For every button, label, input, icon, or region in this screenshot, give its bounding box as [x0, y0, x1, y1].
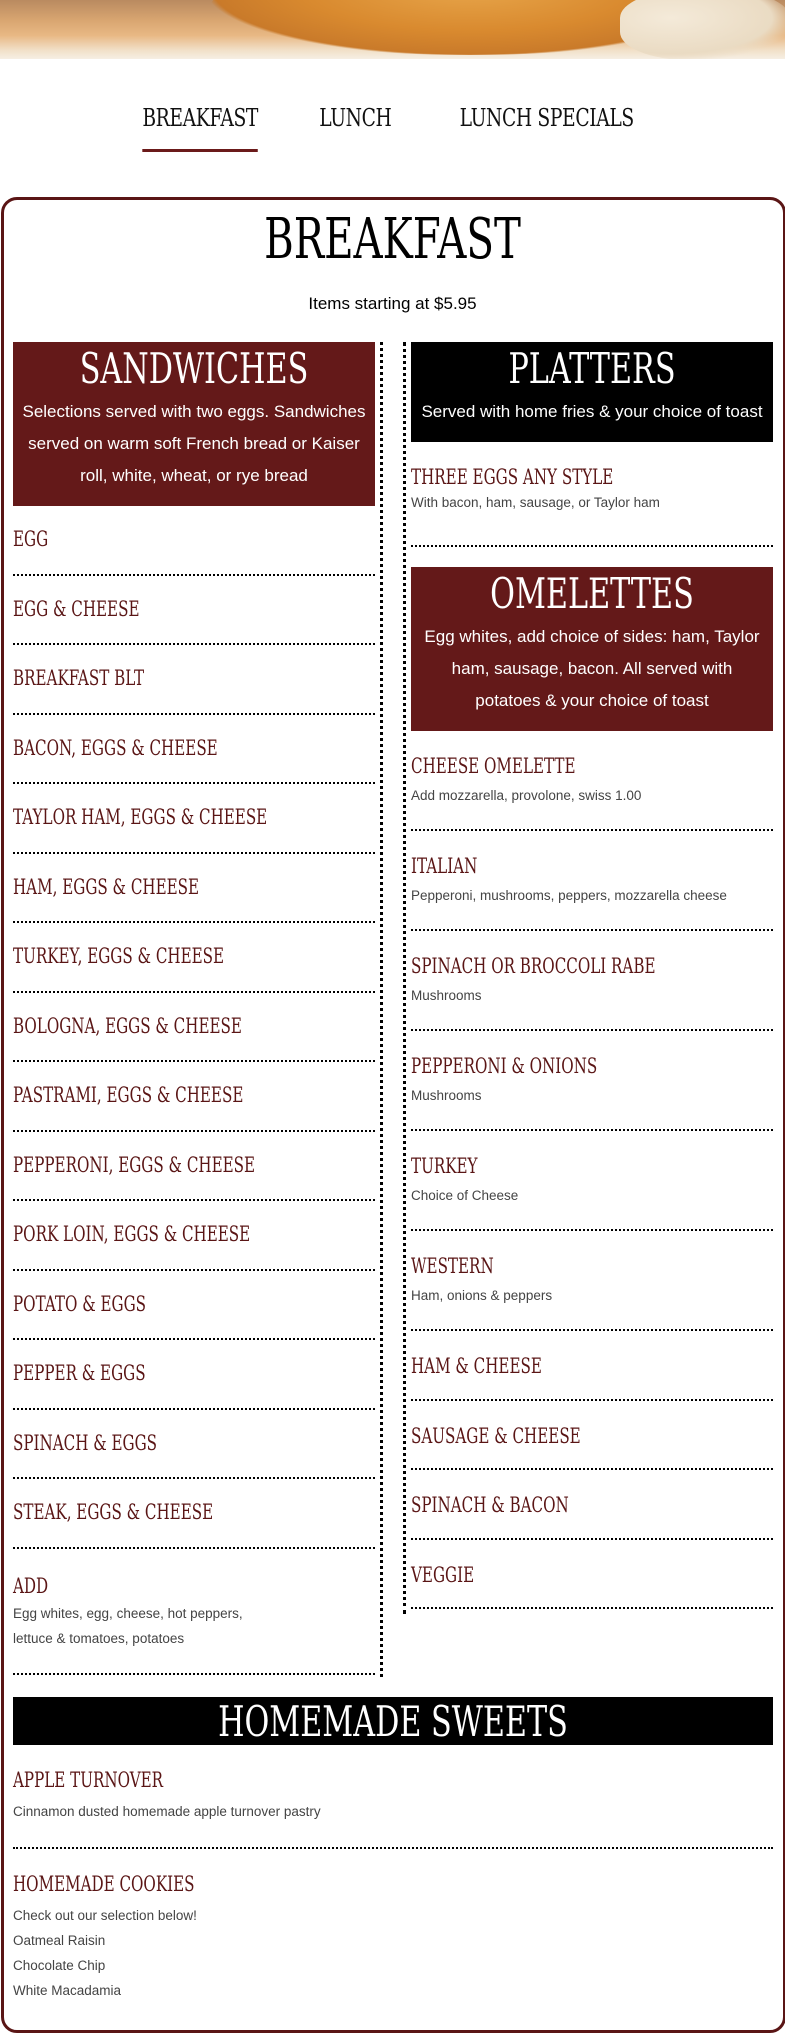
- item-name: CHEESE OMELETTE: [411, 754, 576, 778]
- cookie-line: Check out our selection below!: [13, 1908, 197, 1923]
- item-name: PEPPERONI, EGGS & CHEESE: [13, 1152, 256, 1177]
- cookie-line: Chocolate Chip: [13, 1958, 106, 1973]
- list-item: [13, 1062, 375, 1132]
- menu-tabs: [0, 104, 785, 152]
- list-item: [13, 1410, 375, 1480]
- platters-description: Served with home fries & your choice of toast: [421, 402, 763, 421]
- list-item: [411, 1331, 773, 1401]
- list-item: [411, 1231, 773, 1331]
- item-name: HOMEMADE COOKIES: [13, 1872, 195, 1896]
- sandwiches-header: [13, 342, 375, 506]
- item-desc-line2: lettuce & tomatoes, potatoes: [13, 1630, 185, 1646]
- list-item: [13, 715, 375, 785]
- item-name: SPINACH OR BROCCOLI RABE: [411, 954, 656, 978]
- list-item: [411, 1031, 773, 1131]
- omelettes-list: [411, 731, 773, 1609]
- sweets-header: [13, 1697, 773, 1745]
- item-name: SAUSAGE & CHEESE: [411, 1423, 581, 1448]
- right-column: [411, 342, 773, 1609]
- item-name: HAM & CHEESE: [411, 1354, 542, 1378]
- item-desc-line1: Egg whites, egg, cheese, hot peppers,: [13, 1605, 243, 1621]
- item-desc: Add mozzarella, provolone, swiss 1.00: [411, 788, 642, 803]
- platters-title: PLATTERS: [508, 344, 676, 393]
- item-name: SPINACH & EGGS: [13, 1430, 158, 1455]
- item-name: VEGGIE: [411, 1562, 475, 1587]
- item-name: BOLOGNA, EGGS & CHEESE: [13, 1013, 242, 1038]
- item-name: PEPPERONI & ONIONS: [411, 1054, 598, 1078]
- list-item: [411, 831, 773, 931]
- sandwiches-title: SANDWICHES: [79, 344, 309, 393]
- sandwiches-section: [13, 342, 375, 1675]
- item-name: SPINACH & BACON: [411, 1493, 569, 1517]
- item-desc: Ham, onions & peppers: [411, 1288, 553, 1303]
- item-name: BREAKFAST BLT: [13, 666, 145, 690]
- item-name: TURKEY, EGGS & CHEESE: [13, 944, 225, 968]
- item-name: PEPPER & EGGS: [13, 1361, 146, 1385]
- list-item: [13, 1745, 773, 1849]
- platters-header: [411, 342, 773, 442]
- tab-breakfast[interactable]: BREAKFAST: [143, 104, 259, 152]
- item-name: APPLE TURNOVER: [13, 1768, 164, 1792]
- item-desc: Choice of Cheese: [411, 1188, 519, 1203]
- item-name: WESTERN: [411, 1254, 494, 1278]
- item-desc: With bacon, ham, sausage, or Taylor ham: [411, 495, 660, 510]
- list-item: [411, 1540, 773, 1610]
- item-name: EGG & CHEESE: [13, 596, 140, 621]
- item-name: PASTRAMI, EGGS & CHEESE: [13, 1083, 244, 1107]
- list-item: [13, 993, 375, 1063]
- column-divider-right: [403, 342, 406, 1614]
- item-name: ADD: [13, 1573, 49, 1598]
- list-item: [411, 1470, 773, 1540]
- item-desc: Pepperoni, mushrooms, peppers, mozzarella cheese: [411, 888, 727, 903]
- item-desc: Mushrooms: [411, 988, 482, 1003]
- item-name: ITALIAN: [411, 854, 478, 878]
- omelettes-header: [411, 567, 773, 731]
- list-item: [13, 506, 375, 576]
- item-desc: Cinnamon dusted homemade apple turnover pastry: [13, 1804, 321, 1819]
- list-item: [13, 1479, 375, 1549]
- list-item: [13, 1340, 375, 1410]
- list-item: [411, 1131, 773, 1231]
- item-name: HAM, EGGS & CHEESE: [13, 874, 200, 899]
- item-name: THREE EGGS ANY STYLE: [411, 465, 614, 489]
- list-item: [13, 1271, 375, 1341]
- item-name: BACON, EGGS & CHEESE: [13, 735, 218, 760]
- page-subtitle: Items starting at $5.95: [308, 294, 477, 313]
- list-item: [411, 1401, 773, 1471]
- list-item: [13, 854, 375, 924]
- list-item: [13, 645, 375, 715]
- column-divider-left: [380, 342, 383, 1677]
- page-title: BREAKFAST: [264, 207, 521, 272]
- list-item: [13, 784, 375, 854]
- list-item: [13, 923, 375, 993]
- list-item: [411, 731, 773, 831]
- list-item: [13, 1849, 773, 2003]
- item-name: EGG: [13, 527, 49, 551]
- list-item: [411, 442, 773, 547]
- tab-lunch-specials[interactable]: LUNCH SPECIALS: [459, 104, 635, 132]
- sweets-title: HOMEMADE SWEETS: [218, 1697, 568, 1746]
- item-name: TAYLOR HAM, EGGS & CHEESE: [13, 805, 268, 829]
- cookies-block: [13, 1871, 773, 2003]
- item-name: TURKEY: [411, 1154, 478, 1178]
- list-item: [13, 1132, 375, 1202]
- tab-lunch[interactable]: LUNCH: [318, 104, 392, 132]
- list-item: [13, 1201, 375, 1271]
- sweets-list: [13, 1745, 773, 2003]
- sandwiches-list: [13, 506, 375, 1549]
- omelettes-title: OMELETTES: [490, 569, 694, 618]
- item-desc: Mushrooms: [411, 1088, 482, 1103]
- hero-food-image: [0, 0, 785, 59]
- sandwiches-description: Selections served with two eggs. Sandwiches served on warm soft French bread or Kaiser roll, white, wheat, or rye bread: [22, 402, 366, 485]
- item-name: POTATO & EGGS: [13, 1291, 147, 1316]
- cookie-line: Oatmeal Raisin: [13, 1933, 106, 1948]
- omelettes-description: Egg whites, add choice of sides: ham, Taylor ham, sausage, bacon. All served with potatoes & your choice of toast: [424, 627, 760, 710]
- list-item: [13, 1549, 375, 1675]
- cookie-line: White Macadamia: [13, 1983, 122, 1998]
- item-name: PORK LOIN, EGGS & CHEESE: [13, 1222, 251, 1246]
- item-name: STEAK, EGGS & CHEESE: [13, 1500, 214, 1524]
- list-item: [411, 931, 773, 1031]
- list-item: [13, 576, 375, 646]
- hero-bread: [620, 0, 785, 59]
